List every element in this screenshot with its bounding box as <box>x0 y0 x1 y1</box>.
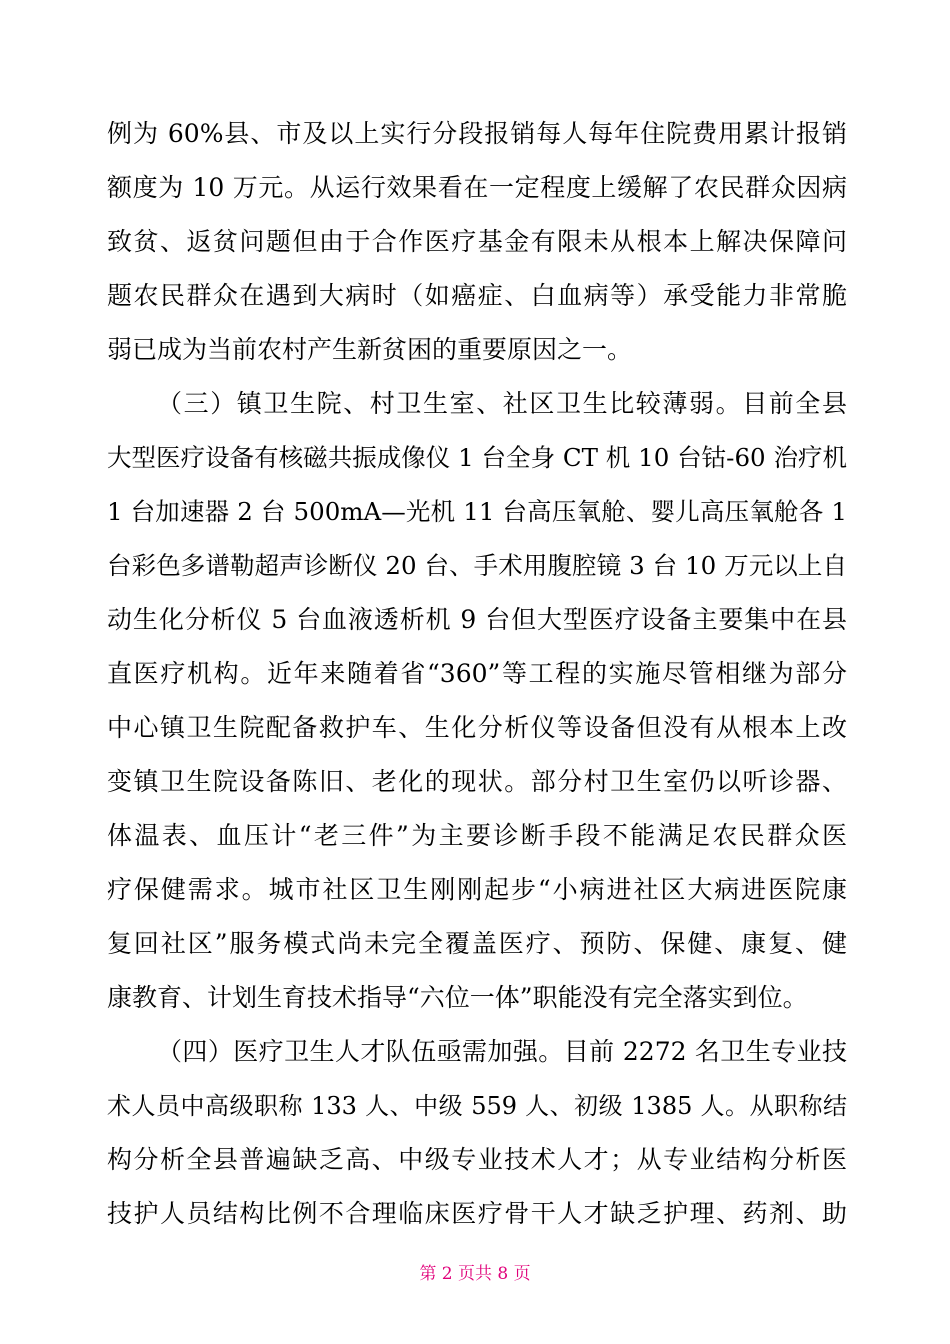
body-text-line: 额度为 10 万元。从运行效果看在一定程度上缓解了农民群众因病 <box>107 173 847 202</box>
page-number-footer: 第 2 页共 8 页 <box>419 1264 531 1284</box>
body-text-line: 中心镇卫生院配备救护车、生化分析仪等设备但没有从根本上改 <box>107 713 847 742</box>
body-text-line: 变镇卫生院设备陈旧、老化的现状。部分村卫生室仍以听诊器、 <box>107 767 847 796</box>
body-text-line: 疗保健需求。城市社区卫生刚刚起步“小病进社区大病进医院康 <box>107 875 847 904</box>
body-text-line: 复回社区”服务模式尚未完全覆盖医疗、预防、保健、康复、健 <box>107 929 847 958</box>
body-text-line: 弱已成为当前农村产生新贫困的重要原因之一。 <box>107 335 633 364</box>
body-text-line: 台彩色多谱勒超声诊断仪 20 台、手术用腹腔镜 3 台 10 万元以上自 <box>107 551 847 580</box>
body-text-line: 直医疗机构。近年来随着省“360”等工程的实施尽管相继为部分 <box>107 659 847 688</box>
body-text-line: 术人员中高级职称 133 人、中级 559 人、初级 1385 人。从职称结 <box>107 1092 847 1120</box>
body-text-line: 例为 60%县、市及以上实行分段报销每人每年住院费用累计报销 <box>107 119 847 148</box>
body-text-line: 1 台加速器 2 台 500mA—光机 11 台高压氧舱、婴儿高压氧舱各 1 <box>107 497 847 526</box>
body-text-line: 构分析全县普遍缺乏高、中级专业技术人才；从专业结构分析医 <box>107 1145 847 1174</box>
body-text-line: 技护人员结构比例不合理临床医疗骨干人才缺乏护理、药剂、助 <box>107 1199 847 1228</box>
section-heading-line: （三）镇卫生院、村卫生室、社区卫生比较薄弱。目前全县 <box>157 389 847 418</box>
body-text-line: 康教育、计划生育技术指导“六位一体”职能没有完全落实到位。 <box>107 983 808 1012</box>
body-text-line: 题农民群众在遇到大病时（如癌症、白血病等）承受能力非常脆 <box>107 281 847 310</box>
body-text-line: 体温表、血压计“老三件”为主要诊断手段不能满足农民群众医 <box>107 821 847 850</box>
body-text-line: 大型医疗设备有核磁共振成像仪 1 台全身 CT 机 10 台钴-60 治疗机 <box>107 443 847 472</box>
body-text-line: 致贫、返贫问题但由于合作医疗基金有限未从根本上解决保障问 <box>107 227 847 256</box>
body-text-line: 动生化分析仪 5 台血液透析机 9 台但大型医疗设备主要集中在县 <box>107 605 847 634</box>
section-heading-line: （四）医疗卫生人才队伍亟需加强。目前 2272 名卫生专业技 <box>157 1037 847 1066</box>
